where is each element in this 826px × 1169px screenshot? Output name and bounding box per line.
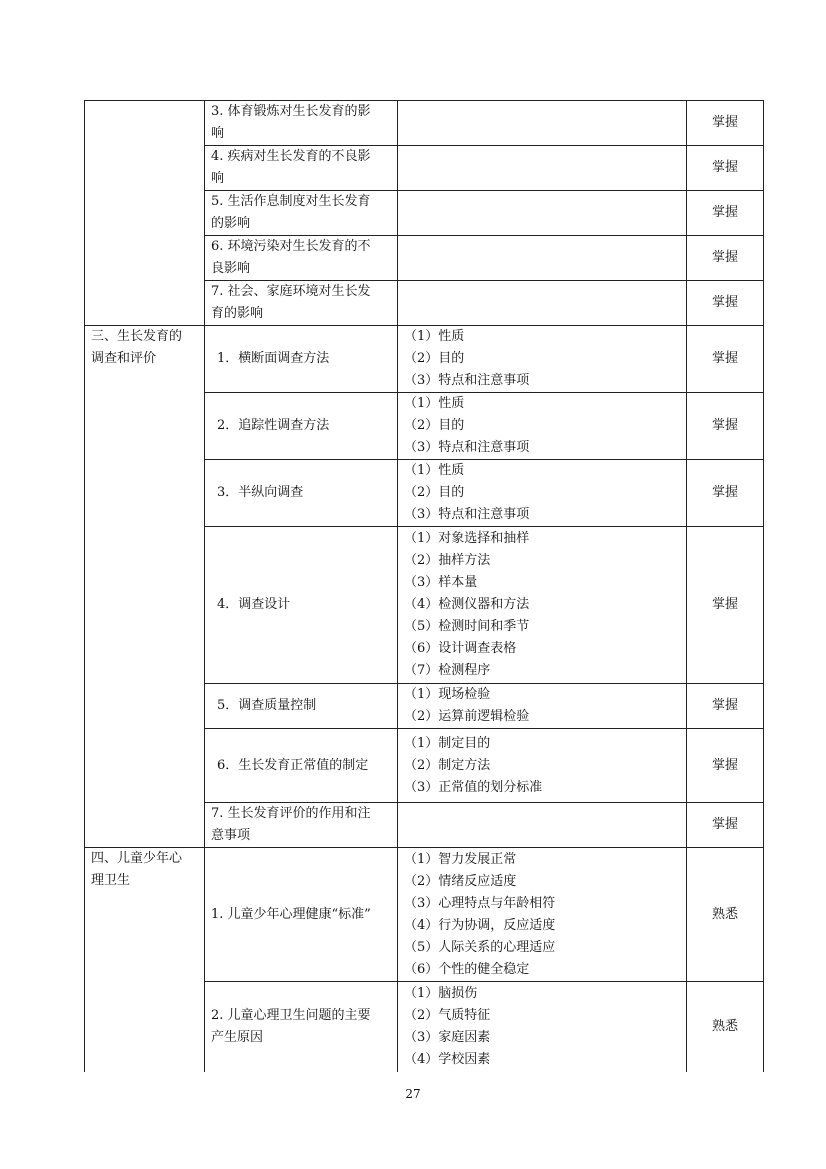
- detail-item: （3）特点和注意事项: [404, 440, 530, 455]
- detail-item: （2）运算前逻辑检验: [404, 709, 530, 724]
- details-cell: [398, 281, 687, 326]
- topic-cell: 1．横断面调查方法: [205, 326, 398, 393]
- details-cell: [398, 236, 687, 281]
- detail-item: （6）设计调查表格: [404, 641, 517, 656]
- table-row: [85, 326, 764, 393]
- category-line: 三、生长发育的: [91, 329, 183, 344]
- requirement-cell: 掌握: [687, 326, 764, 393]
- requirement-cell: 掌握: [687, 803, 764, 848]
- topic-cell: 1. 儿童少年心理健康“标准”: [205, 848, 398, 982]
- topic-line: 育的影响: [211, 306, 264, 321]
- detail-item: （3）正常值的划分标准: [404, 779, 543, 795]
- topic-line: 7. 社会、家庭环境对生长发: [211, 284, 371, 299]
- detail-item: （1）现场检验: [404, 687, 491, 702]
- detail-item: （5）人际关系的心理适应: [404, 939, 556, 955]
- category-line: 理卫生: [91, 873, 131, 888]
- detail-item: （1）对象选择和抽样: [404, 531, 530, 546]
- detail-item: （2）目的: [404, 418, 465, 433]
- category-line: 调查和评价: [91, 351, 157, 366]
- requirement-cell: 掌握: [687, 101, 764, 146]
- topic-line: 响: [211, 171, 225, 186]
- detail-item: （4）检测仪器和方法: [404, 597, 530, 612]
- details-cell: [398, 803, 687, 848]
- detail-item: （2）气质特征: [404, 1007, 491, 1023]
- topic-cell: [205, 281, 398, 326]
- topic-line: 4. 疾病对生长发育的不良影: [211, 149, 371, 164]
- detail-item: （2）抽样方法: [404, 553, 491, 568]
- topic-cell: 6．生长发育正常值的制定: [205, 729, 398, 803]
- category-cell: [85, 326, 205, 848]
- detail-item: （1）脑损伤: [404, 985, 478, 1001]
- requirement-cell: 掌握: [687, 393, 764, 460]
- requirement-cell: 掌握: [687, 236, 764, 281]
- detail-item: （2）目的: [404, 485, 465, 500]
- topic-cell: [205, 146, 398, 191]
- topic-line: 2. 儿童心理卫生问题的主要: [211, 1007, 371, 1023]
- topic-cell: [205, 803, 398, 848]
- detail-item: （4）学校因素: [404, 1051, 491, 1067]
- topic-line: 意事项: [211, 828, 251, 843]
- detail-item: （2）制定方法: [404, 757, 491, 773]
- details-cell: [398, 146, 687, 191]
- topic-line: 6. 环境污染对生长发育的不: [211, 239, 371, 254]
- details-cell: [398, 848, 687, 982]
- requirement-cell: 掌握: [687, 527, 764, 684]
- topic-line: 产生原因: [211, 1029, 264, 1045]
- category-line: 四、儿童少年心: [91, 851, 183, 866]
- syllabus-table: [84, 100, 764, 1072]
- details-cell: [398, 101, 687, 146]
- details-cell: [398, 460, 687, 527]
- details-cell: [398, 393, 687, 460]
- requirement-cell: 掌握: [687, 684, 764, 729]
- topic-cell: 2．追踪性调查方法: [205, 393, 398, 460]
- requirement-cell: 掌握: [687, 729, 764, 803]
- detail-item: （1）制定目的: [404, 735, 491, 751]
- topic-line: 良影响: [211, 261, 251, 276]
- details-cell: [398, 191, 687, 236]
- details-cell: [398, 326, 687, 393]
- details-cell: [398, 684, 687, 729]
- requirement-cell: 掌握: [687, 146, 764, 191]
- topic-line: 3. 体育锻炼对生长发育的影: [211, 104, 371, 119]
- detail-item: （6）个性的健全稳定: [404, 961, 530, 977]
- requirement-cell: 熟悉: [687, 982, 764, 1072]
- detail-item: （1）智力发展正常: [404, 851, 517, 867]
- detail-item: （4）行为协调，反应适度: [404, 917, 556, 933]
- table-row: [85, 848, 764, 982]
- table-row: [85, 101, 764, 146]
- topic-cell: 5．调查质量控制: [205, 684, 398, 729]
- requirement-cell: 熟悉: [687, 848, 764, 982]
- detail-item: （1）性质: [404, 463, 465, 478]
- topic-cell: 4．调查设计: [205, 527, 398, 684]
- detail-item: （7）检测程序: [404, 663, 491, 678]
- detail-item: （1）性质: [404, 329, 465, 344]
- topic-line: 响: [211, 126, 225, 141]
- topic-cell: [205, 982, 398, 1072]
- requirement-cell: 掌握: [687, 281, 764, 326]
- details-cell: [398, 982, 687, 1072]
- page-number: 27: [405, 1087, 421, 1101]
- topic-cell: [205, 236, 398, 281]
- detail-item: （2）情绪反应适度: [404, 873, 517, 889]
- topic-cell: 3．半纵向调查: [205, 460, 398, 527]
- category-cell-continued: [85, 101, 205, 326]
- detail-item: （3）特点和注意事项: [404, 507, 530, 522]
- detail-item: （3）家庭因素: [404, 1029, 491, 1045]
- topic-cell: [205, 101, 398, 146]
- topic-line: 7. 生长发育评价的作用和注: [211, 806, 371, 821]
- topic-line: 5. 生活作息制度对生长发育: [211, 194, 371, 209]
- category-cell: [85, 848, 205, 1072]
- syllabus-table-container: [84, 100, 763, 1072]
- detail-item: （3）样本量: [404, 575, 478, 590]
- detail-item: （5）检测时间和季节: [404, 619, 530, 634]
- details-cell: [398, 527, 687, 684]
- detail-item: （3）特点和注意事项: [404, 373, 530, 388]
- detail-item: （1）性质: [404, 396, 465, 411]
- detail-item: （2）目的: [404, 351, 465, 366]
- detail-item: （3）心理特点与年龄相符: [404, 895, 556, 911]
- topic-line: 的影响: [211, 216, 251, 231]
- details-cell: [398, 729, 687, 803]
- topic-cell: [205, 191, 398, 236]
- requirement-cell: 掌握: [687, 460, 764, 527]
- requirement-cell: 掌握: [687, 191, 764, 236]
